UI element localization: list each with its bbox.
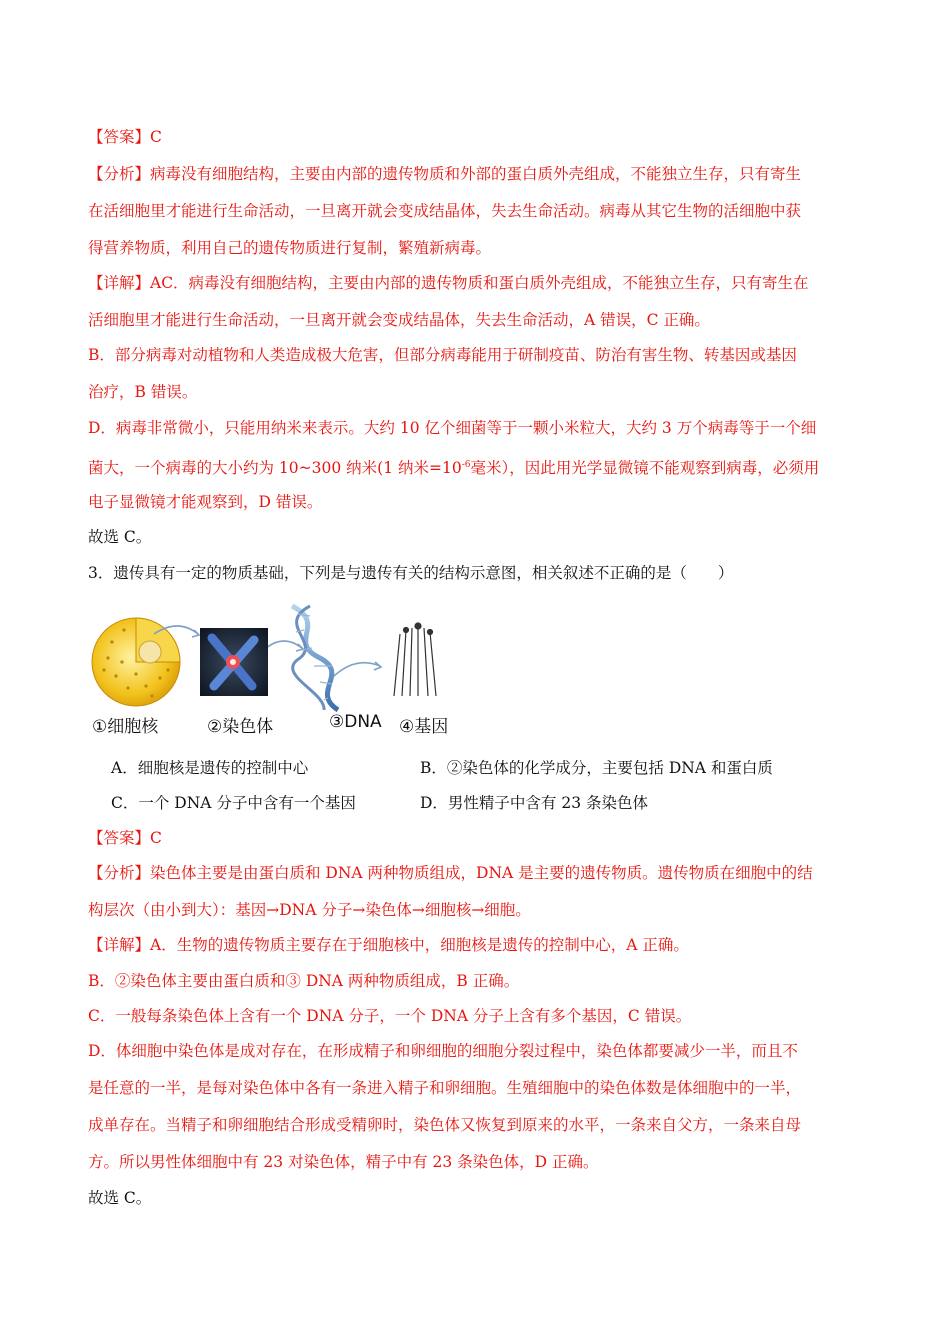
figure-label-nucleus: ①细胞核	[92, 717, 159, 737]
detail-line: 方。所以男性体细胞中有 23 对染色体，精子中有 23 条染色体，D 正确。	[88, 1153, 599, 1171]
analysis-line: 【分析】病毒没有细胞结构，主要由内部的遗传物质和外部的蛋白质外壳组成，不能独立生存，只有寄生	[88, 165, 802, 183]
detail-line: 活细胞里才能进行生命活动，一旦离开就会变成结晶体，失去生命活动，A 错误，C 正确。	[88, 311, 710, 329]
conclusion-2: 故选 C。	[88, 1189, 152, 1207]
detail-line: 电子显微镜才能观察到，D 错误。	[88, 493, 323, 511]
answer-label-1: 【答案】C	[88, 128, 162, 146]
detail-line: D．病毒非常微小，只能用纳米来表示。大约 10 亿个细菌等于一颗小米粒大，大约 3 万个病毒等于一个细	[88, 419, 817, 437]
figure-label-gene: ④基因	[399, 717, 449, 737]
gene-image	[394, 623, 436, 696]
chromosome-image	[200, 628, 268, 696]
detail-line: B．部分病毒对动植物和人类造成极大危害，但部分病毒能用于研制疫苗、防治有害生物、转基因或基因	[88, 346, 797, 364]
figure-label-chromosome: ②染色体	[207, 717, 274, 737]
option-b: B．②染色体的化学成分，主要包括 DNA 和蛋白质	[420, 759, 773, 777]
detail-line: C．一般每条染色体上含有一个 DNA 分子，一个 DNA 分子上含有多个基因，C 错误。	[88, 1007, 692, 1025]
detail-line-with-exponent	[88, 455, 819, 478]
detail-line: 【详解】AC．病毒没有细胞结构，主要由内部的遗传物质和蛋白质外壳组成，不能独立生存，只有寄生在	[88, 274, 809, 292]
option-c: C．一个 DNA 分子中含有一个基因	[111, 794, 356, 812]
detail-line: 【详解】A．生物的遗传物质主要存在于细胞核中，细胞核是遗传的控制中心，A 正确。	[88, 936, 689, 954]
analysis-line: 构层次（由小到大）：基因→DNA 分子→染色体→细胞核→细胞。	[88, 901, 531, 919]
detail-line: 成单存在。当精子和卵细胞结合形成受精卵时，染色体又恢复到原来的水平，一条来自父方，一条来自母	[88, 1116, 802, 1134]
option-a: A．细胞核是遗传的控制中心	[111, 759, 309, 777]
question-stem: 3．遗传具有一定的物质基础，下列是与遗传有关的结构示意图，相关叙述不正确的是（ ）	[88, 564, 734, 582]
detail-line: 治疗，B 错误。	[88, 383, 198, 401]
detail-text: 毫米），因此用光学显微镜不能观察到病毒，必须用	[470, 459, 820, 477]
cell-nucleus-image	[92, 618, 180, 706]
analysis-line: 【分析】染色体主要是由蛋白质和 DNA 两种物质组成，DNA 是主要的遗传物质。遗传物质在细胞中的结	[88, 864, 813, 882]
analysis-line: 得营养物质，利用自己的遗传物质进行复制，繁殖新病毒。	[88, 239, 492, 257]
detail-line: 是任意的一半，是每对染色体中各有一条进入精子和卵细胞。生殖细胞中的染色体数是体细胞中的一半，	[88, 1079, 802, 1097]
figure-label-dna: ③DNA	[329, 712, 382, 732]
answer-label-2: 【答案】C	[88, 829, 162, 847]
option-d: D．男性精子中含有 23 条染色体	[420, 794, 649, 812]
detail-text: 菌大，一个病毒的大小约为 10~300 纳米(1 纳米=10	[88, 459, 462, 477]
analysis-line: 在活细胞里才能进行生命活动，一旦离开就会变成结晶体，失去生命活动。病毒从其它生物的活细胞中获	[88, 202, 802, 220]
detail-line: D．体细胞中染色体是成对存在，在形成精子和卵细胞的细胞分裂过程中，染色体都要减少一半，而且不	[88, 1042, 798, 1060]
exponent: -6	[461, 460, 471, 470]
conclusion-1: 故选 C。	[88, 528, 152, 546]
detail-line: B．②染色体主要由蛋白质和③ DNA 两种物质组成，B 正确。	[88, 972, 520, 990]
dna-helix-image	[292, 606, 338, 710]
